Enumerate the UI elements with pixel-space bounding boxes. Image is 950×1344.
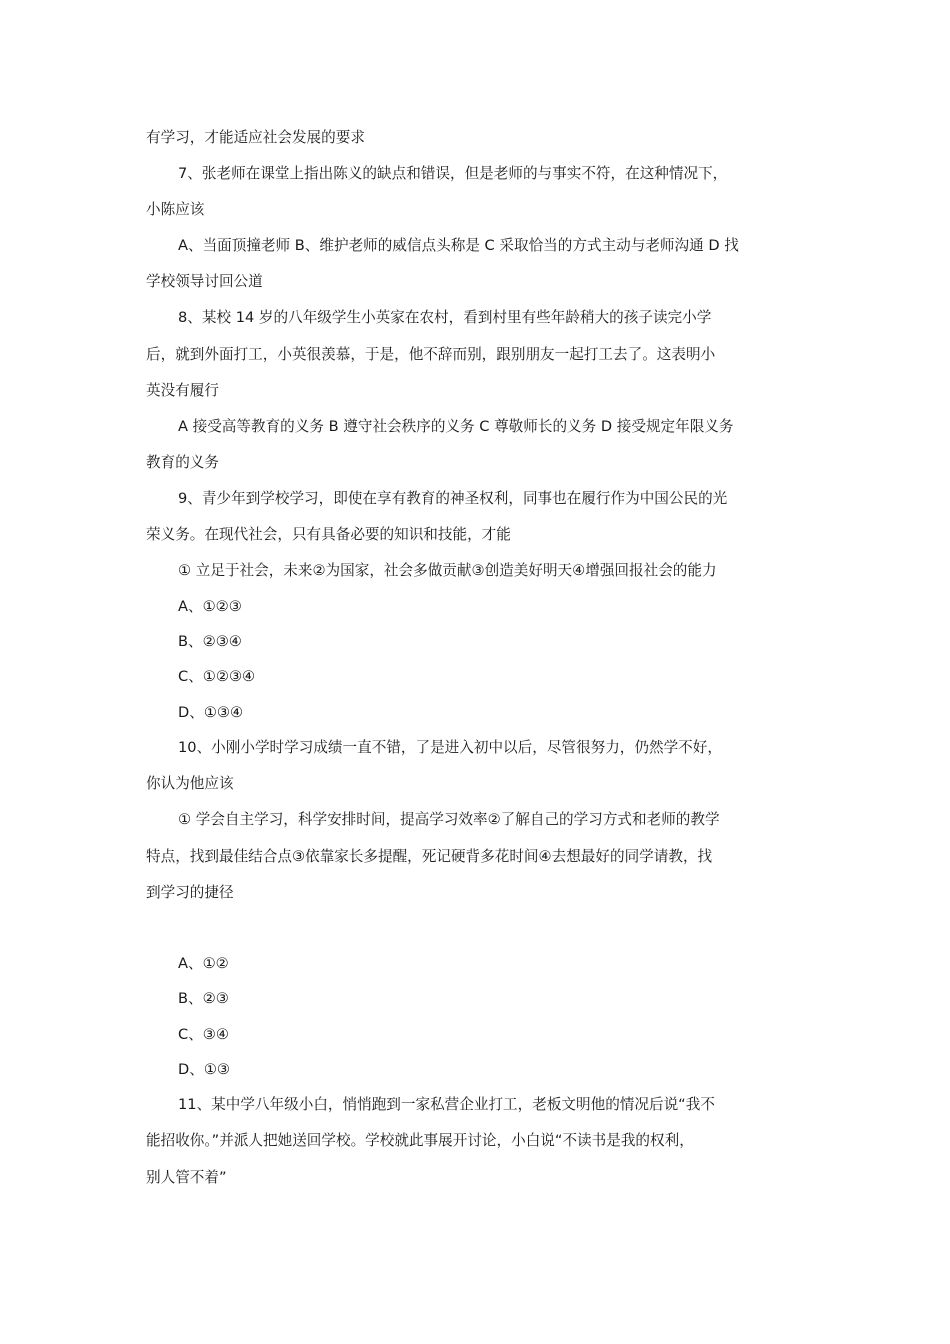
question-7-stem: 7、张老师在课堂上指出陈义的缺点和错误，但是老师的与事实不符，在这种情况下， xyxy=(178,165,728,182)
question-7-stem-cont: 小陈应该 xyxy=(146,201,205,218)
question-10-statements-cont: 到学习的捷径 xyxy=(146,884,234,901)
question-9-option-c: C、①②③④ xyxy=(178,668,256,685)
text-line: 有学习，才能适应社会发展的要求 xyxy=(146,129,365,146)
question-8-options: A 接受高等教育的义务 B 遵守社会秩序的义务 C 尊敬师长的义务 D 接受规定年限义务 xyxy=(178,418,734,435)
question-10-stem: 10、小刚小学时学习成绩一直不错，了是进入初中以后，尽管很努力，仍然学不好， xyxy=(178,739,722,756)
question-10-statements: ① 学会自主学习，科学安排时间，提高学习效率②了解自己的学习方式和老师的教学 xyxy=(178,811,720,828)
question-9-option-a: A、①②③ xyxy=(178,598,242,615)
question-8-stem: 8、某校 14 岁的八年级学生小英家在农村，看到村里有些年龄稍大的孩子读完小学 xyxy=(178,309,712,326)
question-10-stem-cont: 你认为他应该 xyxy=(146,775,234,792)
question-8-stem-cont: 英没有履行 xyxy=(146,382,219,399)
question-9-option-d: D、①③④ xyxy=(178,704,244,721)
question-9-stem: 9、青少年到学校学习，即使在享有教育的神圣权利，同事也在履行作为中国公民的光 xyxy=(178,490,728,507)
question-7-options: A、当面顶撞老师 B、维护老师的威信点头称是 C 采取恰当的方式主动与老师沟通 D 找 xyxy=(178,237,739,254)
question-8-stem-cont: 后，就到外面打工，小英很羡慕，于是，他不辞而别，跟别朋友一起打工去了。这表明小 xyxy=(146,346,716,363)
question-11-stem: 11、某中学八年级小白，悄悄跑到一家私营企业打工，老板文明他的情况后说“我不 xyxy=(178,1096,715,1113)
question-11-stem-cont: 能招收你。”并派人把她送回学校。学校就此事展开讨论，小白说“不读书是我的权利， xyxy=(146,1132,694,1149)
question-10-statements-cont: 特点，找到最佳结合点③依靠家长多提醒，死记硬背多花时间④去想最好的同学请教，找 xyxy=(146,848,713,865)
question-9-option-b: B、②③④ xyxy=(178,633,242,650)
question-10-option-d: D、①③ xyxy=(178,1061,230,1078)
question-10-option-b: B、②③ xyxy=(178,990,229,1007)
question-10-option-a: A、①② xyxy=(178,955,229,972)
question-9-statements: ① 立足于社会，未来②为国家，社会多做贡献③创造美好明天④增强回报社会的能力 xyxy=(178,562,717,579)
question-9-stem-cont: 荣义务。在现代社会，只有具备必要的知识和技能，才能 xyxy=(146,526,511,543)
question-8-options-cont: 教育的义务 xyxy=(146,454,219,471)
question-10-option-c: C、③④ xyxy=(178,1026,229,1043)
question-11-stem-cont: 别人管不着” xyxy=(146,1169,227,1186)
question-7-options-cont: 学校领导讨回公道 xyxy=(146,273,263,290)
